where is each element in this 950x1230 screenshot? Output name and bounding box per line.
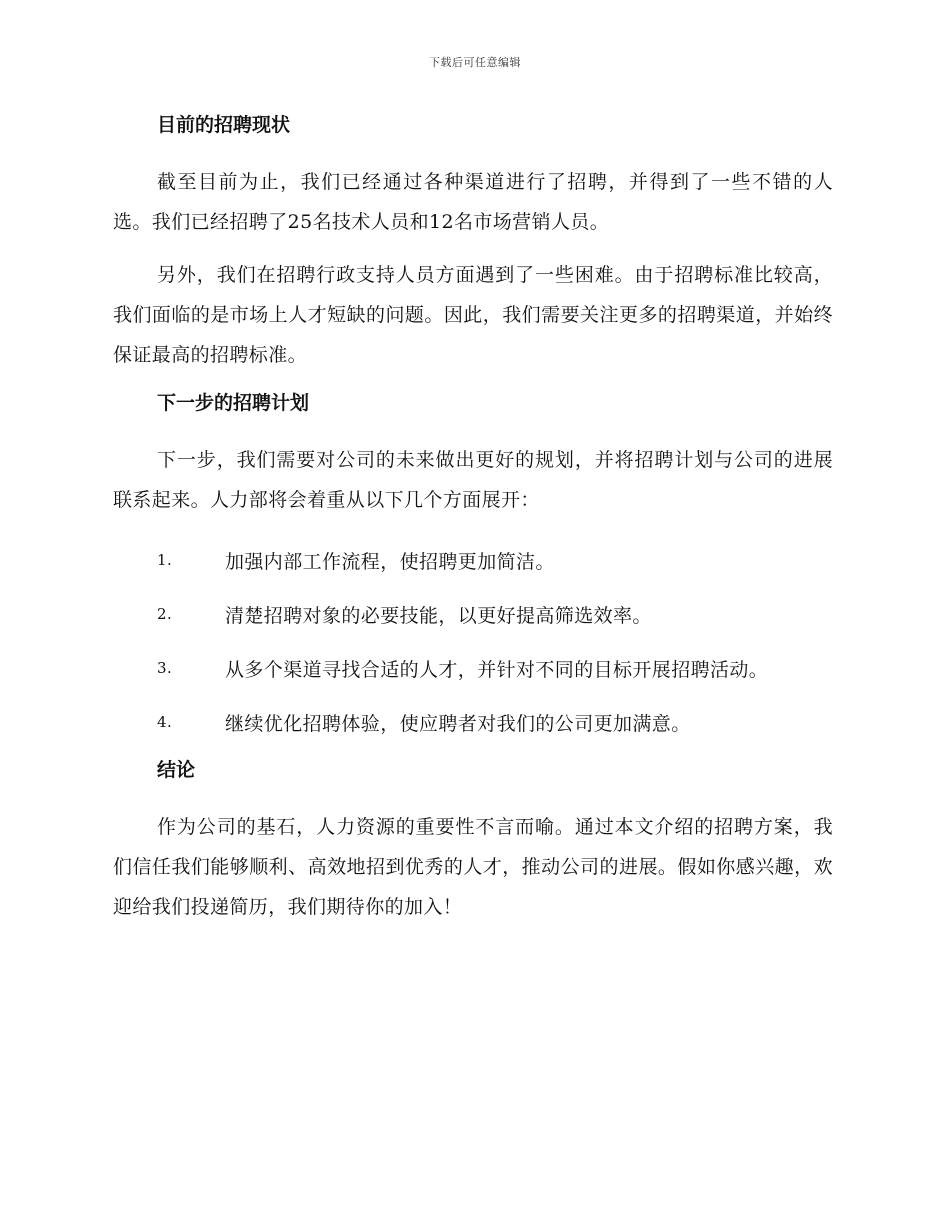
paragraph: 下一步，我们需要对公司的未来做出更好的规划，并将招聘计划与公司的进展联系起来。人力部将会着重从以下几个方面展开： [113, 449, 833, 511]
list-text: 继续优化招聘体验，使应聘者对我们的公司更加满意。 [225, 712, 691, 735]
list-text: 加强内部工作流程，使招聘更加简洁。 [225, 550, 555, 573]
section-heading-next-plan: 下一步的招聘计划 [157, 392, 310, 414]
paragraph: 截至目前为止，我们已经通过各种渠道进行了招聘，并得到了一些不错的人选。我们已经招聘了25名技术人员和12名市场营销人员。 [113, 171, 833, 233]
paragraph: 另外，我们在招聘行政支持人员方面遇到了一些困难。由于招聘标准比较高，我们面临的是市场上人才短缺的问题。因此，我们需要关注更多的招聘渠道，并始终保证最高的招聘标准。 [113, 264, 833, 366]
header-note: 下载后可任意编辑 [429, 56, 521, 69]
list-item [113, 695, 833, 749]
section-heading-conclusion: 结论 [157, 759, 196, 781]
paragraph: 作为公司的基石，人力资源的重要性不言而喻。通过本文介绍的招聘方案，我们信任我们能够顺利、高效地招到优秀的人才，推动公司的进展。假如你感兴趣，欢迎给我们投递简历，我们期待你的加入！ [113, 816, 833, 918]
list-item [113, 587, 833, 641]
list-number: 3. [157, 659, 173, 677]
plan-list [113, 533, 833, 749]
section-heading-current-status: 目前的招聘现状 [157, 114, 291, 136]
list-item [113, 533, 833, 587]
list-number: 1. [157, 551, 173, 569]
list-number: 4. [157, 713, 173, 731]
list-text: 清楚招聘对象的必要技能，以更好提高筛选效率。 [225, 604, 652, 627]
list-text: 从多个渠道寻找合适的人才，并针对不同的目标开展招聘活动。 [225, 658, 769, 681]
list-item [113, 641, 833, 695]
list-number: 2. [157, 605, 173, 623]
document-body [113, 110, 833, 940]
